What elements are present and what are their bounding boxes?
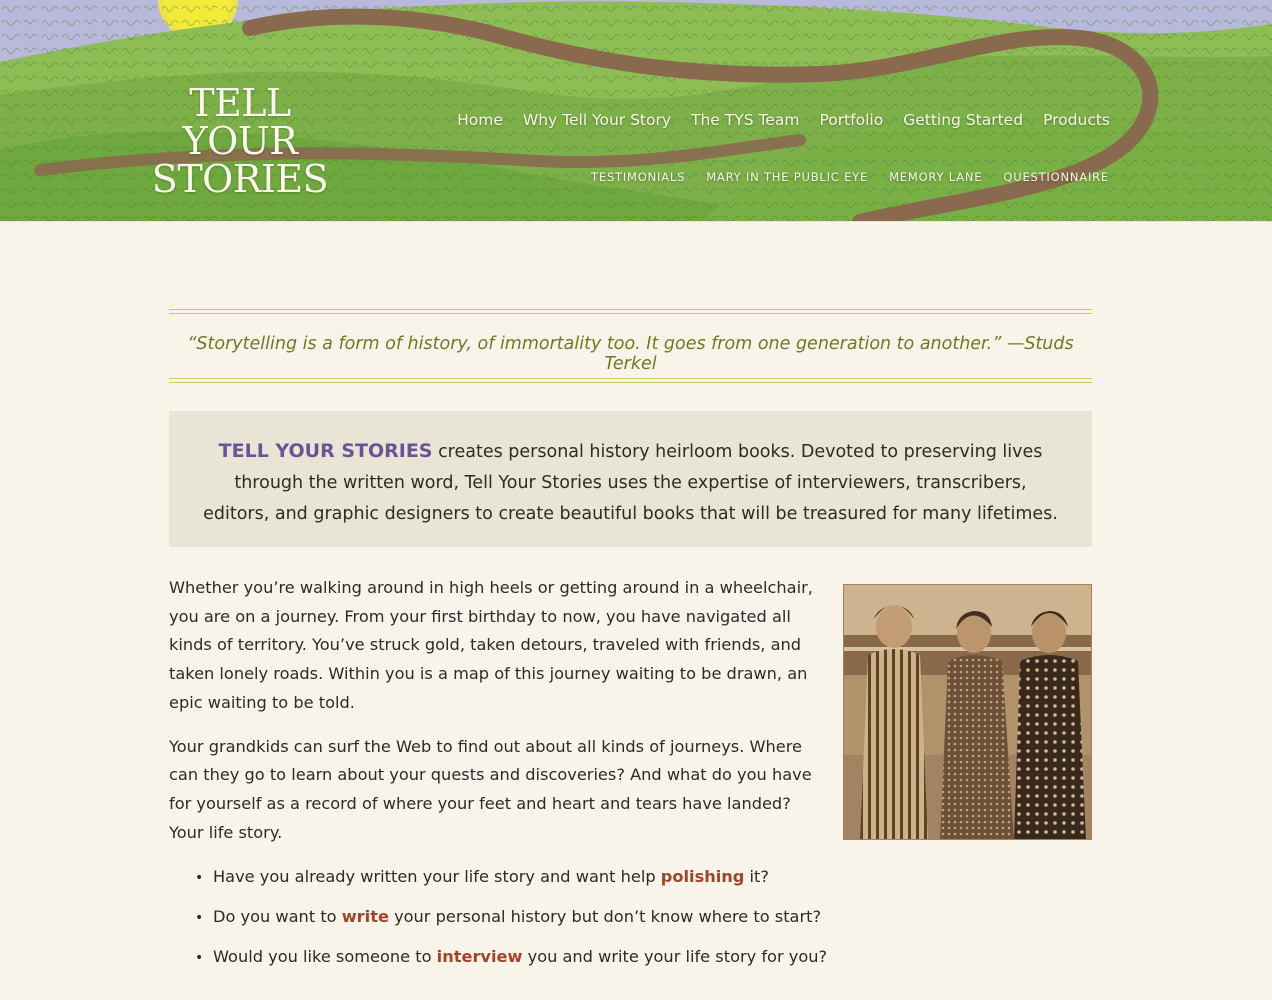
list-item-text-before: Have you already written your life story and want help bbox=[213, 867, 661, 886]
body-paragraph-2: Your grandkids can surf the Web to find out about all kinds of journeys. Where can they go to learn about your quests and discoveries? And what do you have for yourself as a record of where your feet and heart and tears have landed? Your life story. bbox=[169, 736, 812, 842]
body-content bbox=[169, 574, 814, 862]
nav-products[interactable]: Products bbox=[1043, 111, 1110, 129]
secondary-navigation bbox=[591, 170, 1109, 184]
bullet-dot-icon: • bbox=[195, 950, 204, 966]
nav-portfolio[interactable]: Portfolio bbox=[819, 111, 884, 129]
site-header bbox=[0, 0, 1272, 222]
header-bottom-strip bbox=[0, 221, 1272, 222]
nav-the-tys-team[interactable]: The TYS Team bbox=[691, 111, 800, 129]
list-item bbox=[195, 862, 895, 902]
logo-line-1: TELL YOUR bbox=[182, 81, 298, 163]
list-item bbox=[195, 902, 895, 942]
site-logo[interactable] bbox=[140, 81, 340, 201]
body-paragraph-1: Whether you’re walking around in high heels or getting around in a wheelchair, you are on a journey. From your first birthday to now, you have navigated all kinds of territory. You’ve struck gold, taken detours, traveled with friends, and taken lonely roads. Within you is a map of this journey waiting to be drawn, an epic waiting to be told. bbox=[169, 578, 813, 712]
bullet-dot-icon: • bbox=[195, 910, 204, 926]
primary-navigation bbox=[457, 111, 1110, 129]
service-list bbox=[195, 862, 895, 982]
quote-rule-bottom bbox=[169, 378, 1092, 383]
nav-testimonials[interactable]: TESTIMONIALS bbox=[591, 170, 686, 184]
list-item-text-after: it? bbox=[744, 867, 769, 886]
nav-mary-in-the-public-eye[interactable]: MARY IN THE PUBLIC EYE bbox=[706, 170, 869, 184]
quote-text: “Storytelling is a form of history, of immortality too. It goes from one generation to another.” —Studs Terkel bbox=[187, 334, 1074, 374]
logo-line-2: STORIES bbox=[151, 157, 329, 201]
vintage-photo-three-women bbox=[843, 584, 1092, 840]
quote-box bbox=[169, 309, 1092, 383]
nav-why-tell-your-story[interactable]: Why Tell Your Story bbox=[522, 111, 672, 129]
write-link[interactable]: write bbox=[341, 907, 389, 926]
list-item-text-after: you and write your life story for you? bbox=[522, 947, 828, 966]
intro-brand-name: TELL YOUR STORIES bbox=[218, 440, 433, 462]
photo-illustration bbox=[844, 585, 1092, 840]
nav-getting-started[interactable]: Getting Started bbox=[903, 111, 1024, 129]
intro-text: creates personal history heirloom books. Devoted to preserving lives through the written word, Tell Your Stories uses the expertise of interviewers, transcribers, editors, and graphic designers to create beautiful books that will be treasured for many lifetimes. bbox=[203, 442, 1058, 524]
quote-rule-top bbox=[169, 309, 1092, 314]
nav-memory-lane[interactable]: MEMORY LANE bbox=[889, 170, 983, 184]
nav-home[interactable]: Home bbox=[457, 111, 503, 129]
nav-questionnaire[interactable]: QUESTIONNAIRE bbox=[1003, 170, 1109, 184]
polishing-link[interactable]: polishing bbox=[660, 867, 745, 886]
interview-link[interactable]: interview bbox=[436, 947, 523, 966]
bullet-dot-icon: • bbox=[195, 870, 204, 886]
list-item-text-after: your personal history but don’t know where to start? bbox=[388, 907, 822, 926]
list-item-text-before: Would you like someone to bbox=[213, 947, 437, 966]
list-item bbox=[195, 942, 895, 982]
intro-box bbox=[169, 411, 1092, 547]
list-item-text-before: Do you want to bbox=[213, 907, 342, 926]
